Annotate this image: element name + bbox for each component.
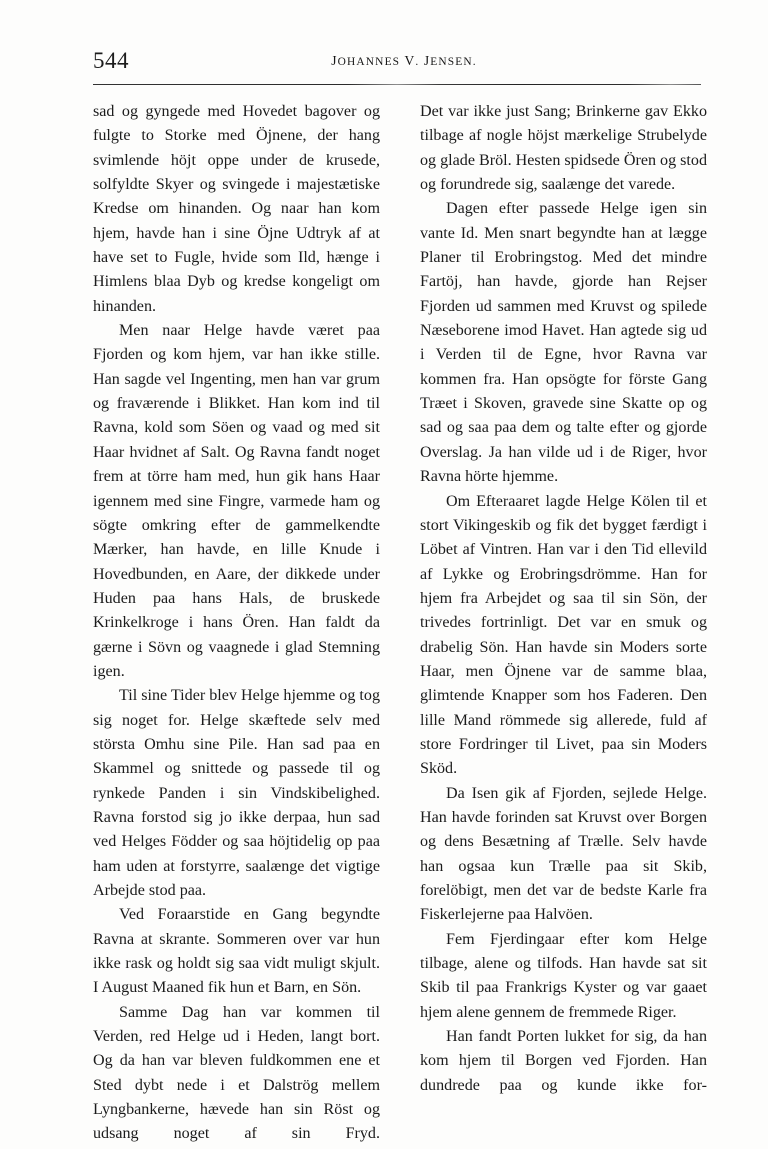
paragraph: sad og gyngede med Hovedet bagover og fulgte to Storke med Öjnene, der hang svimlende höjt oppe under de krusede, solfyldte Skyer og svingede i majestætiske Kredse om hinanden. Og naar han kom hjem, havde han i sine Öjne Udtryk af at have set to Fugle, hvide som Ild, hænge i Himlens blaa Dyb og kredse kongeligt om hinanden. bbox=[93, 103, 380, 315]
running-head-text: JOHANNES V. JENSEN. bbox=[331, 53, 477, 68]
paragraph: Om Efteraaret lagde Helge Kölen til et stort Vikingeskib og fik det bygget færdigt i Löbet af Vintren. Han var i den Tid ellevild af Lykke og Erobringsdrömme. Han for hjem fra Arbejdet og saa til sin Sön, der trivedes fortrinligt. Det var en smuk og drabelig Sön. Han havde sin Moders sorte Haar, men Öjnene var de samme blaa, glimtende Knapper som hos Faderen. Den lille Mand römmede sig allerede, fuld af store Fordringer til Livet, paa sin Moders Sköd. bbox=[420, 492, 707, 778]
header-rule bbox=[93, 84, 701, 85]
paragraph: Fem Fjerdingaar efter kom Helge tilbage, alene og tilfods. Han havde sat sit Skib til paa Frankrigs Kyster og var gaaet hjem alene gennem de fremmede Riger. bbox=[420, 930, 707, 1021]
paragraph: Til sine Tider blev Helge hjemme og tog sig noget for. Helge skæftede selv med största Omhu sine Pile. Han sad paa en Skammel og snittede og passede til og rynkede Panden i sin Vindskibelighed. Ravna forstod sig jo ikke derpaa, hun sad ved Helges Födder og saa höjtidelig op paa ham uden at forstyrre, saalænge det vigtige Arbejde stod paa. bbox=[93, 687, 380, 899]
folio-page-number: 544 bbox=[93, 48, 129, 73]
running-head bbox=[93, 50, 701, 73]
paragraph: Det var ikke just Sang; Brinkerne gav Ekko tilbage af nogle höjst mærkelige Strubelyde og glade Bröl. Hesten spidsede Ören og stod og forundrede sig, saalænge det varede. bbox=[420, 103, 707, 194]
body-columns bbox=[93, 100, 707, 1143]
paragraph: Da Isen gik af Fjorden, sejlede Helge. Han havde forinden sat Kruvst over Borgen og dens Besætning af Trælle. Selv havde han ogsaa kun Trælle paa sit Skib, forelöbigt, men det var de bedste Karle fra Fiskerlejerne paa Halvöen. bbox=[420, 784, 707, 924]
paragraph: Samme Dag han var kommen til Verden, red Helge ud i Heden, langt bort. Og da han var bleven fuldkommen ene et Sted dybt nede i et Dalströg mellem Lyngbankerne, hævede han sin Röst og udsang noget af sin Fryd. bbox=[93, 1003, 380, 1143]
paragraph: Ved Foraarstide en Gang begyndte Ravna at skrante. Sommeren over var hun ikke rask og holdt sig saa vidt muligt skjult. I August Maaned fik hun et Barn, en Sön. bbox=[93, 906, 380, 997]
column-right bbox=[420, 100, 707, 1094]
paragraph: Men naar Helge havde været paa Fjorden og kom hjem, var han ikke stille. Han sagde vel Ingenting, men han var grum og fraværende i Blikket. Han kom ind til Ravna, kold som Söen og vaad og med sit Haar hvidnet af Salt. Og Ravna fandt noget frem at törre ham med, hun gik hans Haar igennem med sine Fingre, varmede ham og sögte omkring efter de gammelkendte Mærker, han havde, en lille Knude i Hovedbunden, en Aare, der dikkede under Huden paa hans Hals, de bruskede Krinkelkroge i hans Ören. Han faldt da gærne i Sövn og vaagnede i glad Stemning igen. bbox=[93, 322, 380, 680]
paragraph: Dagen efter passede Helge igen sin vante Id. Men snart begyndte han at lægge Planer til Erobringstog. Med det mindre Fartöj, han havde, gjorde han Rejser Fjorden ud sammen med Kruvst og spilede Næseborene imod Havet. Han agtede sig ud i Verden til de Egne, hvor Ravna var kommen fra. Han opsögte for förste Gang Træet i Skoven, gravede sine Skatte op og sad og saa paa dem og talte efter og gjorde Overslag. Ja han vilde ud i de Riger, hvor Ravna hörte hjemme. bbox=[420, 200, 707, 486]
page-header bbox=[93, 46, 701, 78]
column-left bbox=[93, 100, 380, 1143]
paragraph: Han fandt Porten lukket for sig, da han kom hjem til Borgen ved Fjorden. Han dundrede paa og kunde ikke for- bbox=[420, 1028, 707, 1094]
